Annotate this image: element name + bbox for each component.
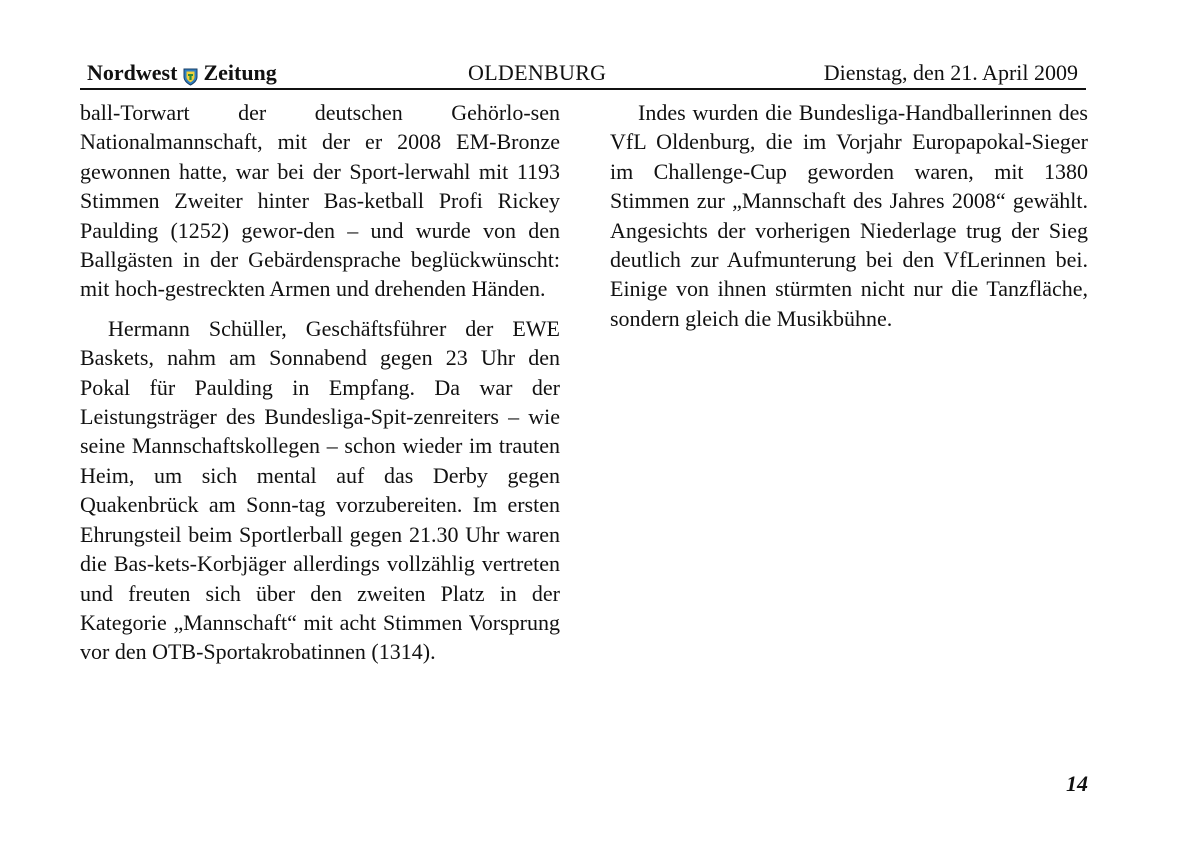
page-header <box>80 56 1086 90</box>
brand-word-right: Zeitung <box>203 60 277 85</box>
brand-word-left: Nordwest <box>87 60 178 85</box>
page-number: 14 <box>1066 771 1088 796</box>
header-city: OLDENBURG <box>468 60 607 85</box>
article-paragraph: Indes wurden die Bundesliga-Handballerinnen des VfL Oldenburg, die im Vorjahr Europapokal-Sieger im Challenge-Cup geworden waren, mit 1380 Stimmen zur „Mannschaft des Jahres 2008“ gewählt. Angesichts der vorherigen Niederlage trug der Sieg deutlich zur Aufmunterung bei den VfLerinnen bei. Einige von ihnen stürmten nicht nur die Tanzfläche, sondern gleich die Musikbühne. <box>610 100 1088 331</box>
article-paragraph: ball-Torwart der deutschen Gehörlo-sen Nationalmannschaft, mit der er 2008 EM-Bronze gewonnen hatte, war bei der Sport-lerwahl mit 1193 Stimmen Zweiter hinter Bas-ketball Profi Rickey Paulding (1252) gewor-den – und wurde von den Ballgästen in der Gebärdensprache beglückwünscht: mit hoch-gestreckten Armen und drehenden Händen. <box>80 100 560 302</box>
header-divider <box>80 88 1086 90</box>
article-paragraph: Hermann Schüller, Geschäftsführer der EWE Baskets, nahm am Sonnabend gegen 23 Uhr den Pokal für Paulding in Empfang. Da war der Leistungsträger des Bundesliga-Spit-zenreiters – wie seine Mannschaftskollegen – schon wieder im trauten Heim, um sich mental auf das Derby gegen Quakenbrück am Sonn-tag vorzubereiten. Im ersten Ehrungsteil beim Sportlerball gegen 21.30 Uhr waren die Bas-kets-Korbjäger allerdings vollzählig vertreten und freuten sich über den zweiten Platz in der Kategorie „Mannschaft“ mit acht Stimmen Vorsprung vor den OTB-Sportakrobatinnen (1314). <box>80 315 560 665</box>
article-column-right <box>610 98 1088 333</box>
crest-icon <box>183 65 198 83</box>
header-date: Dienstag, den 21. April 2009 <box>823 60 1078 85</box>
article-column-left <box>80 98 560 667</box>
newspaper-brand <box>87 59 277 87</box>
